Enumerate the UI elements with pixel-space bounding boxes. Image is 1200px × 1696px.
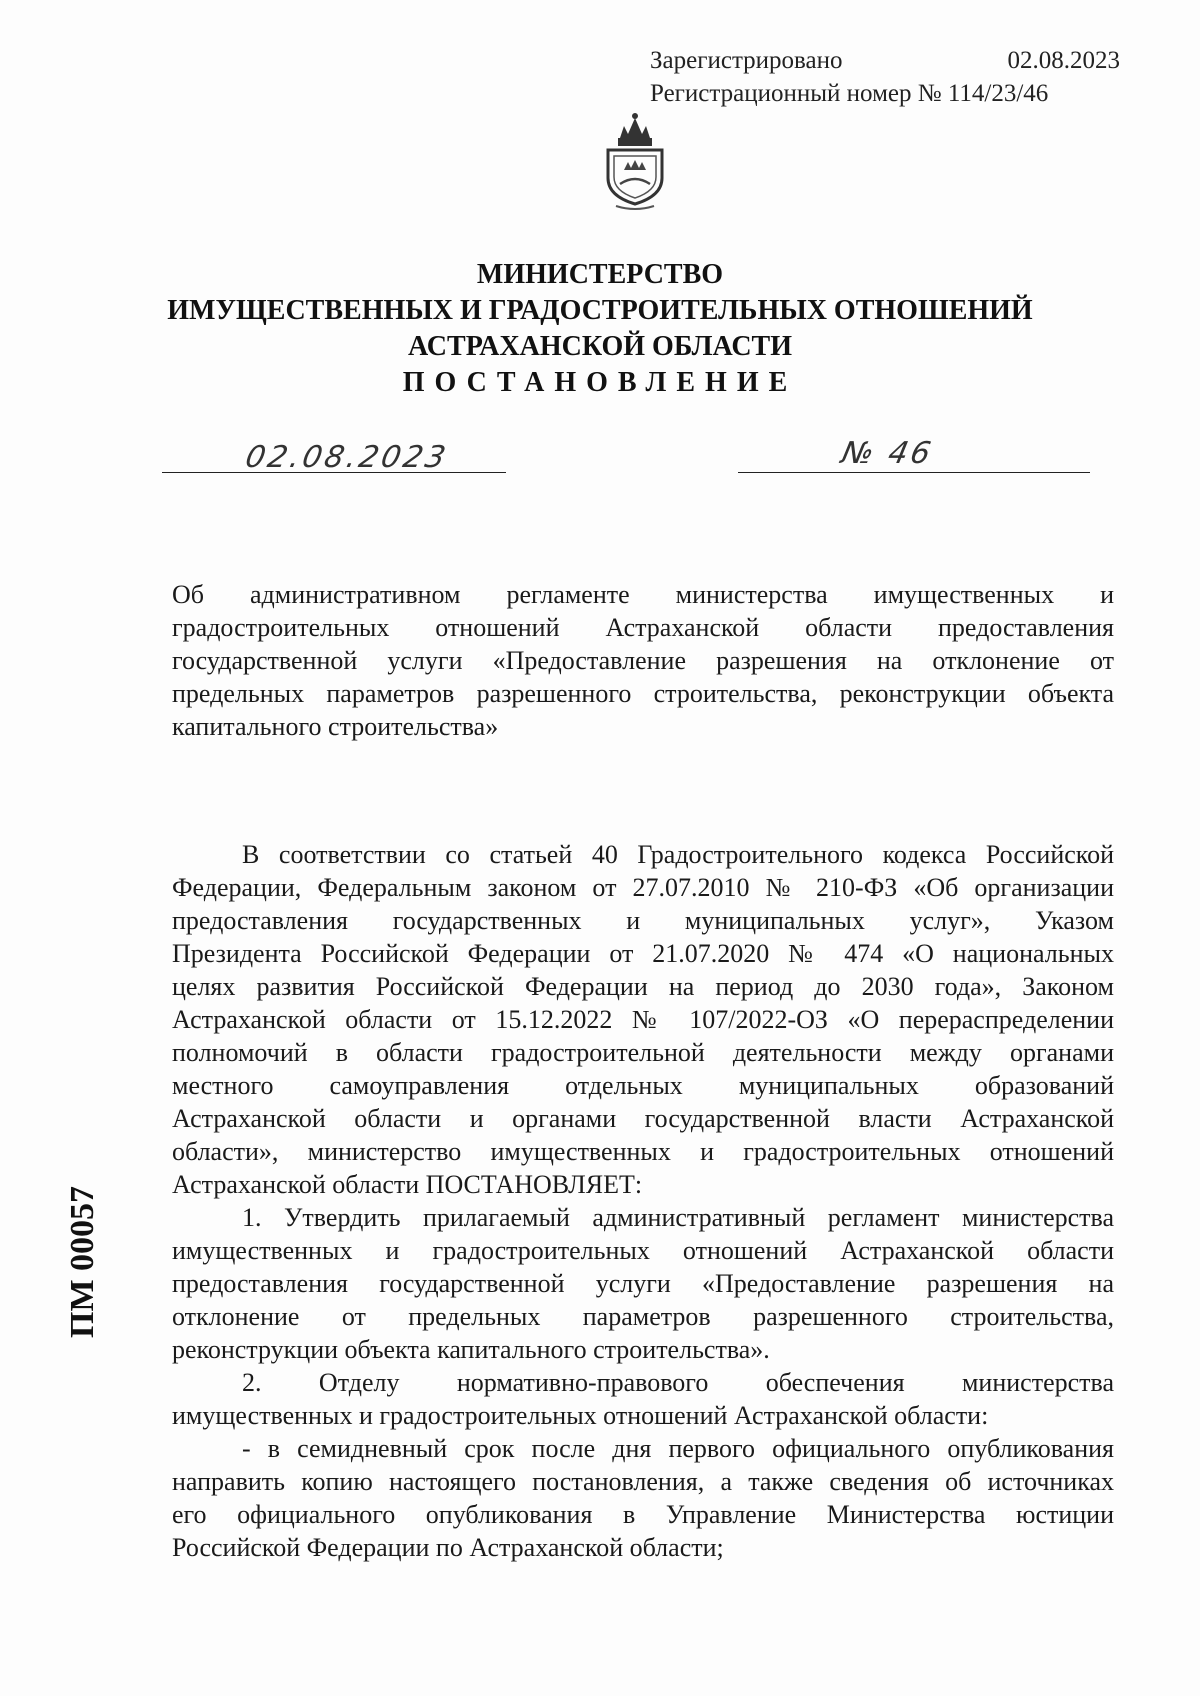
body-line: реконструкции объекта капитального строительства». (172, 1335, 770, 1364)
side-stamp: ПМ 00057 (64, 1185, 101, 1338)
ministry-title: МИНИСТЕРСТВО (476, 259, 724, 290)
body-line: Президента Российской Федерации от 21.07.2020 № 474 «О национальных (172, 939, 1114, 968)
subject-line: государственной услуги «Предоставление разрешения на отклонение от (172, 646, 1114, 675)
body-line: целях развития Российской Федерации на период до 2030 года», Законом (172, 972, 1114, 1001)
decree-date-handwritten: 02.08.2023 (242, 440, 452, 475)
body-line: местного самоуправления отдельных муниципальных образований (172, 1071, 1114, 1100)
body-line: Астраханской области и органами государственной власти Астраханской (172, 1104, 1114, 1133)
ministry-subtitle: ИМУЩЕСТВЕННЫХ И ГРАДОСТРОИТЕЛЬНЫХ ОТНОШЕНИЙ (167, 295, 1033, 326)
decree-subject (172, 578, 1114, 743)
body-line: имущественных и градостроительных отношений Астраханской области (172, 1236, 1114, 1265)
document-type-title: ПОСТАНОВЛЕНИЕ (402, 367, 798, 398)
subject-line: предельных параметров разрешенного строительства, реконструкции объекта (172, 679, 1114, 708)
registration-date: 02.08.2023 (1007, 47, 1120, 74)
body-line: Российской Федерации по Астраханской области; (172, 1533, 724, 1562)
body-line: Астраханской области ПОСТАНОВЛЯЕТ: (172, 1170, 643, 1199)
region-title: АСТРАХАНСКОЙ ОБЛАСТИ (407, 331, 793, 362)
decree-body (172, 838, 1114, 1564)
body-line: полномочий в области градостроительной деятельности между органами (172, 1038, 1114, 1067)
body-line: предоставления государственных и муниципальных услуг», Указом (172, 906, 1114, 935)
body-line: 2. Отделу нормативно-правового обеспечения министерства (242, 1368, 1114, 1397)
body-line: 1. Утвердить прилагаемый административный регламент министерства (242, 1203, 1114, 1232)
subject-line: градостроительных отношений Астраханской области предоставления (172, 613, 1114, 642)
body-line: В соответствии со статьей 40 Градостроительного кодекса Российской (242, 840, 1114, 869)
registration-number: Регистрационный номер № 114/23/46 (650, 80, 1049, 107)
body-line: области», министерство имущественных и градостроительных отношений (172, 1137, 1114, 1166)
decree-number-handwritten: № 46 (838, 436, 937, 471)
body-line: направить копию настоящего постановления, а также сведения об источниках (172, 1467, 1114, 1496)
registration-block (650, 44, 1120, 110)
body-line: имущественных и градостроительных отношений Астраханской области: (172, 1401, 989, 1430)
coat-of-arms-icon (598, 112, 672, 212)
body-line: отклонение от предельных параметров разрешенного строительства, (172, 1302, 1114, 1331)
body-line: его официального опубликования в Управление Министерства юстиции (172, 1500, 1114, 1529)
body-line: Астраханской области от 15.12.2022 № 107/2022-ОЗ «О перераспределении (172, 1005, 1114, 1034)
registration-label: Зарегистрировано (650, 47, 843, 74)
body-line: - в семидневный срок после дня первого официального опубликования (242, 1434, 1114, 1463)
subject-line: капитального строительства» (172, 712, 499, 741)
body-line: предоставления государственной услуги «Предоставление разрешения на (172, 1269, 1114, 1298)
body-line: Федерации, Федеральным законом от 27.07.2010 № 210-ФЗ «Об организации (172, 873, 1114, 902)
subject-line: Об административном регламенте министерства имущественных и (172, 580, 1114, 609)
